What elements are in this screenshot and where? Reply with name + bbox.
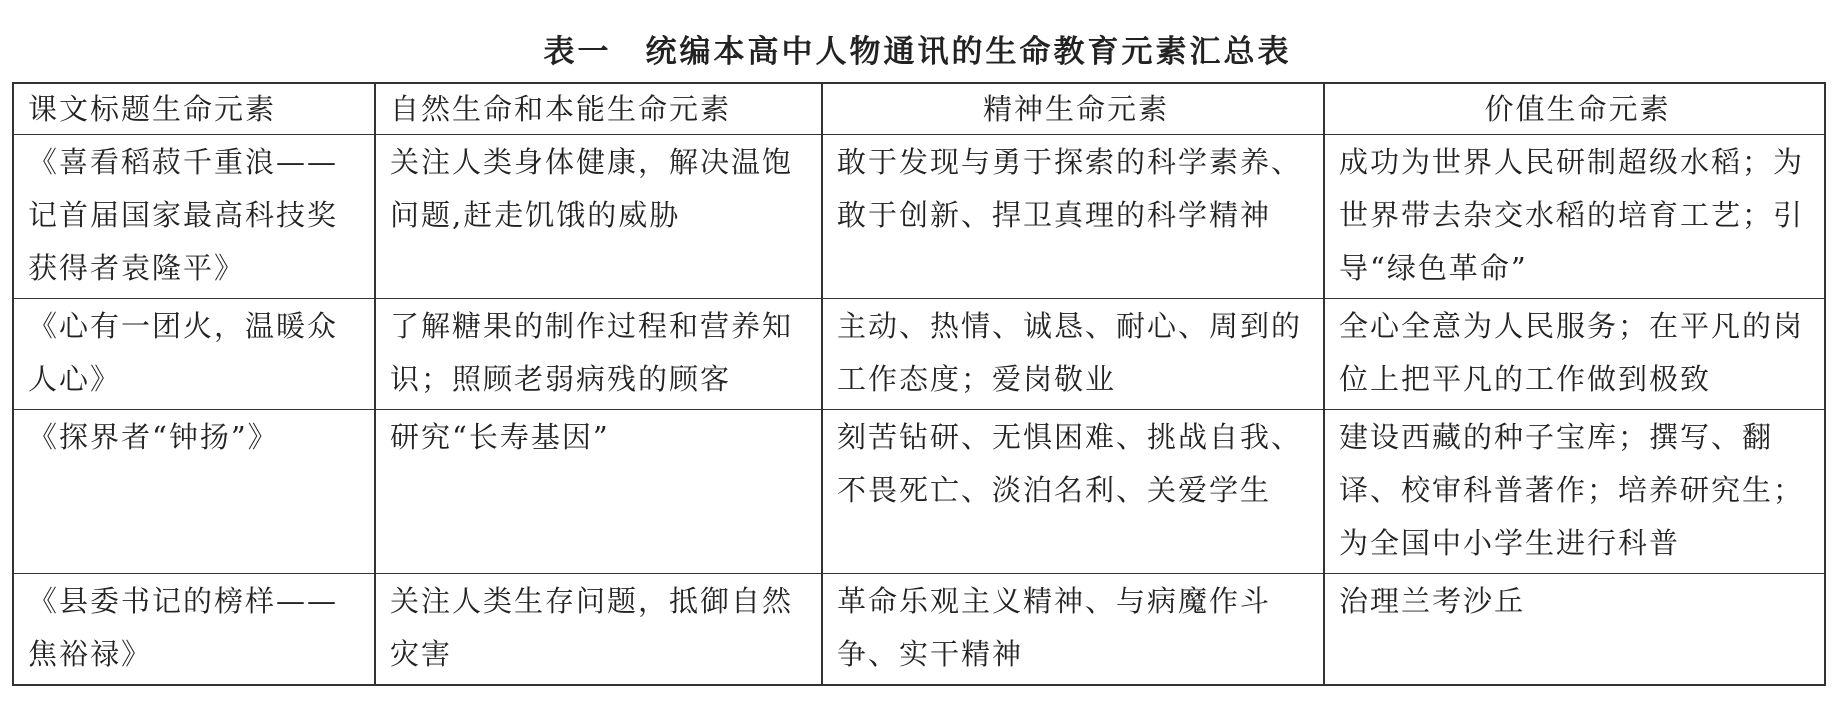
- cell-lesson-title: 《探界者“钟扬”》: [13, 410, 375, 574]
- cell-lesson-title: 《喜看稻菽千重浪——记首届国家最高科技奖获得者袁隆平》: [13, 135, 375, 299]
- header-natural-life: 自然生命和本能生命元素: [375, 83, 822, 135]
- cell-natural-life: 关注人类生存问题，抵御自然灾害: [375, 574, 822, 686]
- cell-lesson-title: 《心有一团火，温暖众人心》: [13, 299, 375, 410]
- cell-spiritual-life: 革命乐观主义精神、与病魔作斗争、实干精神: [822, 574, 1324, 686]
- cell-value-life: 治理兰考沙丘: [1324, 574, 1825, 686]
- life-education-summary-table: [12, 82, 1826, 686]
- cell-spiritual-life: 刻苦钻研、无惧困难、挑战自我、不畏死亡、淡泊名利、关爱学生: [822, 410, 1324, 574]
- cell-natural-life: 关注人类身体健康，解决温饱问题,赶走饥饿的威胁: [375, 135, 822, 299]
- table-row: [13, 574, 1825, 686]
- header-spiritual-life: 精神生命元素: [822, 83, 1324, 135]
- cell-natural-life: 了解糖果的制作过程和营养知识；照顾老弱病残的顾客: [375, 299, 822, 410]
- cell-lesson-title: 《县委书记的榜样——焦裕禄》: [13, 574, 375, 686]
- cell-value-life: 成功为世界人民研制超级水稻；为世界带去杂交水稻的培育工艺；引导“绿色革命”: [1324, 135, 1825, 299]
- table-row: [13, 410, 1825, 574]
- table-row: [13, 135, 1825, 299]
- cell-spiritual-life: 敢于发现与勇于探索的科学素养、敢于创新、捍卫真理的科学精神: [822, 135, 1324, 299]
- cell-spiritual-life: 主动、热情、诚恳、耐心、周到的工作态度；爱岗敬业: [822, 299, 1324, 410]
- table-header-row: [13, 83, 1825, 135]
- table-caption: 表一 统编本高中人物通讯的生命教育元素汇总表: [543, 34, 1292, 70]
- cell-natural-life: 研究“长寿基因”: [375, 410, 822, 574]
- cell-value-life: 全心全意为人民服务；在平凡的岗位上把平凡的工作做到极致: [1324, 299, 1825, 410]
- cell-value-life: 建设西藏的种子宝库；撰写、翻译、校审科普著作；培养研究生；为全国中小学生进行科普: [1324, 410, 1825, 574]
- header-value-life: 价值生命元素: [1324, 83, 1825, 135]
- header-lesson-title: 课文标题生命元素: [13, 83, 375, 135]
- table-row: [13, 299, 1825, 410]
